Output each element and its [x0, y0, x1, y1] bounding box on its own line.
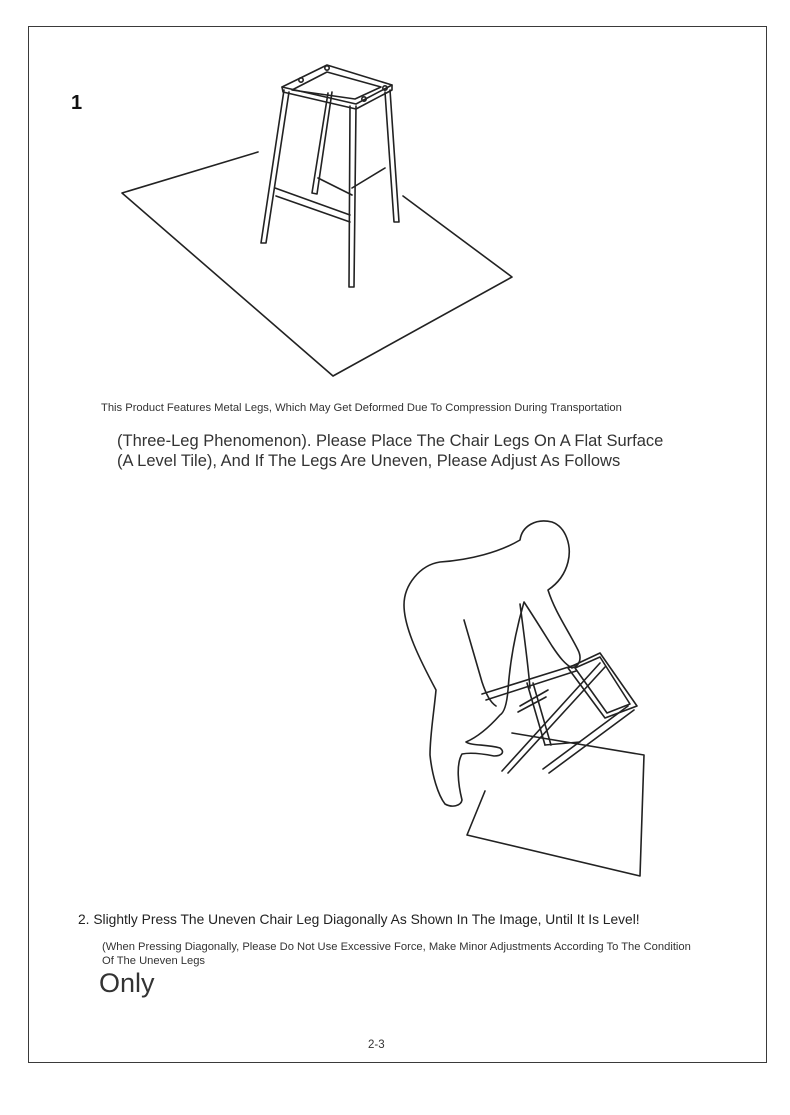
step-number: 1 — [71, 92, 83, 114]
step-2-instruction: 2. Slightly Press The Uneven Chair Leg Diagonally As Shown In The Image, Until It Is Level! — [78, 912, 640, 927]
page-number: 2-3 — [368, 1039, 385, 1051]
caption-line-3: (A Level Tile), And If The Legs Are Uneven, Please Adjust As Follows — [117, 451, 621, 470]
caption-line-2: (Three-Leg Phenomenon). Please Place The Chair Legs On A Flat Surface — [117, 432, 664, 450]
emphasis-only: Only — [99, 968, 155, 998]
caption-line-1: This Product Features Metal Legs, Which May Get Deformed Due To Compression During Transportation — [101, 402, 622, 414]
step-2-note: (When Pressing Diagonally, Please Do Not Use Excessive Force, Make Minor Adjustments According To The Condition Of The Uneven Legs — [102, 941, 691, 967]
